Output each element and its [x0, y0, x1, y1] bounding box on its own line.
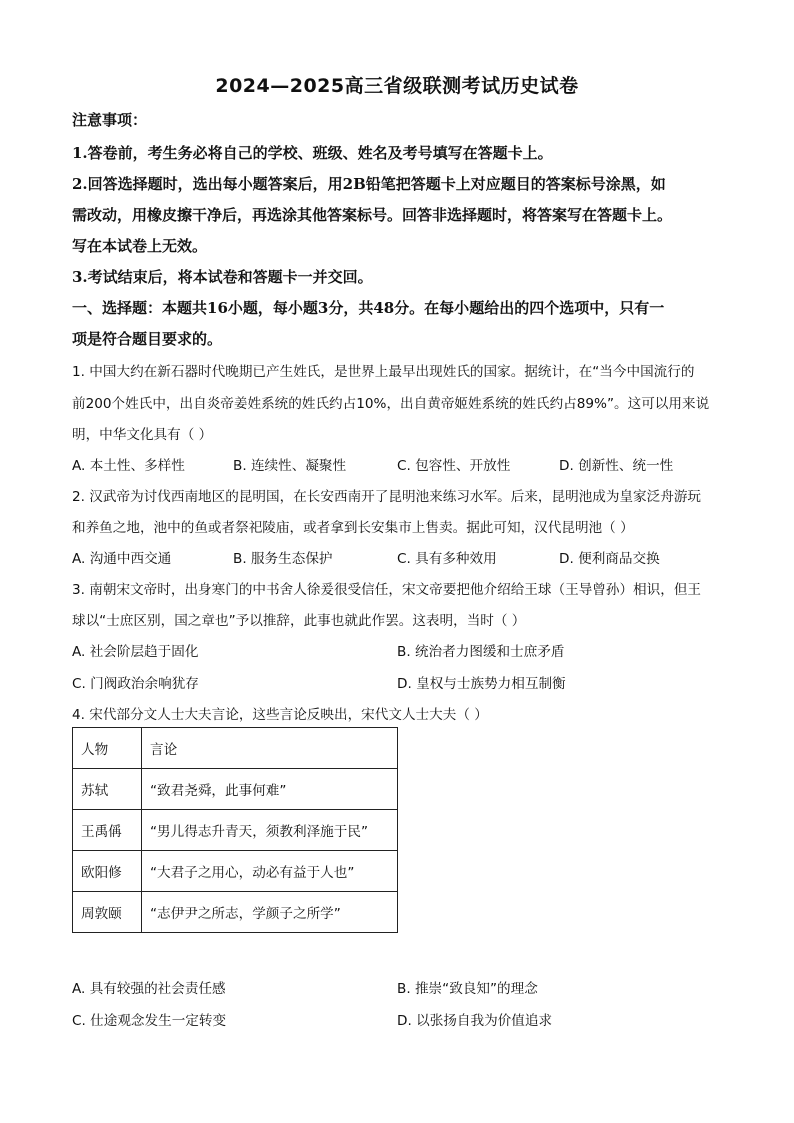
q4-option-c: C. 仕途观念发生一定转变 — [72, 1013, 227, 1029]
notice-item-1: 1.答卷前，考生务必将自己的学校、班级、姓名及考号填写在答题卡上。 — [72, 144, 553, 162]
q4-quote-table — [72, 727, 398, 933]
q1-stem-line-3: 明，中华文化具有（ ） — [72, 427, 213, 443]
q3-stem-line-1: 3. 南朝宋文帝时，出身寒门的中书舍人徐爰很受信任，宋文帝要把他介绍给王球（王导曾孙）相识，但王 — [72, 582, 702, 598]
notice-item-2-line-1: 2.回答选择题时，选出每小题答案后，用2B铅笔把答题卡上对应题目的答案标号涂黑，如 — [72, 175, 666, 193]
table-header-quote: 言论 — [142, 728, 398, 769]
q4-option-a: A. 具有较强的社会责任感 — [72, 981, 226, 997]
table-cell-quote: “大君子之用心，动必有益于人也” — [142, 851, 398, 892]
table-cell-quote: “男儿得志升青天，须教利泽施于民” — [142, 810, 398, 851]
q1-option-c: C. 包容性、开放性 — [397, 458, 511, 474]
table-cell-person: 苏轼 — [73, 769, 142, 810]
table-row — [73, 810, 398, 851]
section-1-line-2: 项是符合题目要求的。 — [72, 330, 223, 348]
table-header-row — [73, 728, 398, 769]
q1-stem-line-1: 1. 中国大约在新石器时代晚期已产生姓氏，是世界上最早出现姓氏的国家。据统计，在“当今中国流行的 — [72, 364, 695, 380]
table-row — [73, 892, 398, 933]
q1-stem-line-2: 前200个姓氏中，出自炎帝姜姓系统的姓氏约占10%，出自黄帝姬姓系统的姓氏约占89%”。这可以用来说 — [72, 396, 710, 412]
q1-option-b: B. 连续性、凝聚性 — [233, 458, 347, 474]
table-row — [73, 769, 398, 810]
notice-item-3: 3.考试结束后，将本试卷和答题卡一并交回。 — [72, 268, 373, 286]
table-cell-person: 周敦颐 — [73, 892, 142, 933]
q3-option-a: A. 社会阶层趋于固化 — [72, 644, 199, 660]
table-cell-quote: “志伊尹之所志，学颜子之所学” — [142, 892, 398, 933]
q3-stem-line-2: 球以“士庶区别，国之章也”予以推辞，此事也就此作罢。这表明，当时（ ） — [72, 613, 526, 629]
q2-stem-line-2: 和养鱼之地，池中的鱼或者祭祀陵庙，或者拿到长安集市上售卖。据此可知，汉代昆明池（ ） — [72, 520, 634, 536]
exam-title: 2024—2025高三省级联测考试历史试卷 — [215, 75, 579, 97]
q2-stem-line-1: 2. 汉武帝为讨伐西南地区的昆明国，在长安西南开了昆明池来练习水军。后来，昆明池成为皇家泛舟游玩 — [72, 489, 702, 505]
table-cell-person: 欧阳修 — [73, 851, 142, 892]
table-cell-quote: “致君尧舜，此事何难” — [142, 769, 398, 810]
q3-option-c: C. 门阀政治余响犹存 — [72, 676, 199, 692]
q2-option-b: B. 服务生态保护 — [233, 551, 333, 567]
q1-option-d: D. 创新性、统一性 — [559, 458, 674, 474]
q2-option-c: C. 具有多种效用 — [397, 551, 497, 567]
q2-option-a: A. 沟通中西交通 — [72, 551, 172, 567]
table-header-person: 人物 — [73, 728, 142, 769]
q4-stem: 4. 宋代部分文人士大夫言论，这些言论反映出，宋代文人士大夫（ ） — [72, 707, 488, 723]
section-1-line-1: 一、选择题：本题共16小题，每小题3分，共48分。在每小题给出的四个选项中，只有一 — [72, 299, 665, 317]
notice-heading: 注意事项： — [72, 111, 148, 129]
notice-item-2-line-2: 需改动，用橡皮擦干净后，再选涂其他答案标号。回答非选择题时，将答案写在答题卡上。 — [72, 206, 673, 224]
q2-option-d: D. 便利商品交换 — [559, 551, 660, 567]
q3-option-b: B. 统治者力图缓和士庶矛盾 — [397, 644, 565, 660]
table-cell-person: 王禹偁 — [73, 810, 142, 851]
table-row — [73, 851, 398, 892]
q4-option-d: D. 以张扬自我为价值追求 — [397, 1013, 553, 1029]
notice-item-2-line-3: 写在本试卷上无效。 — [72, 237, 208, 255]
q1-option-a: A. 本土性、多样性 — [72, 458, 185, 474]
q4-option-b: B. 推崇“致良知”的理念 — [397, 981, 538, 997]
q3-option-d: D. 皇权与士族势力相互制衡 — [397, 676, 566, 692]
